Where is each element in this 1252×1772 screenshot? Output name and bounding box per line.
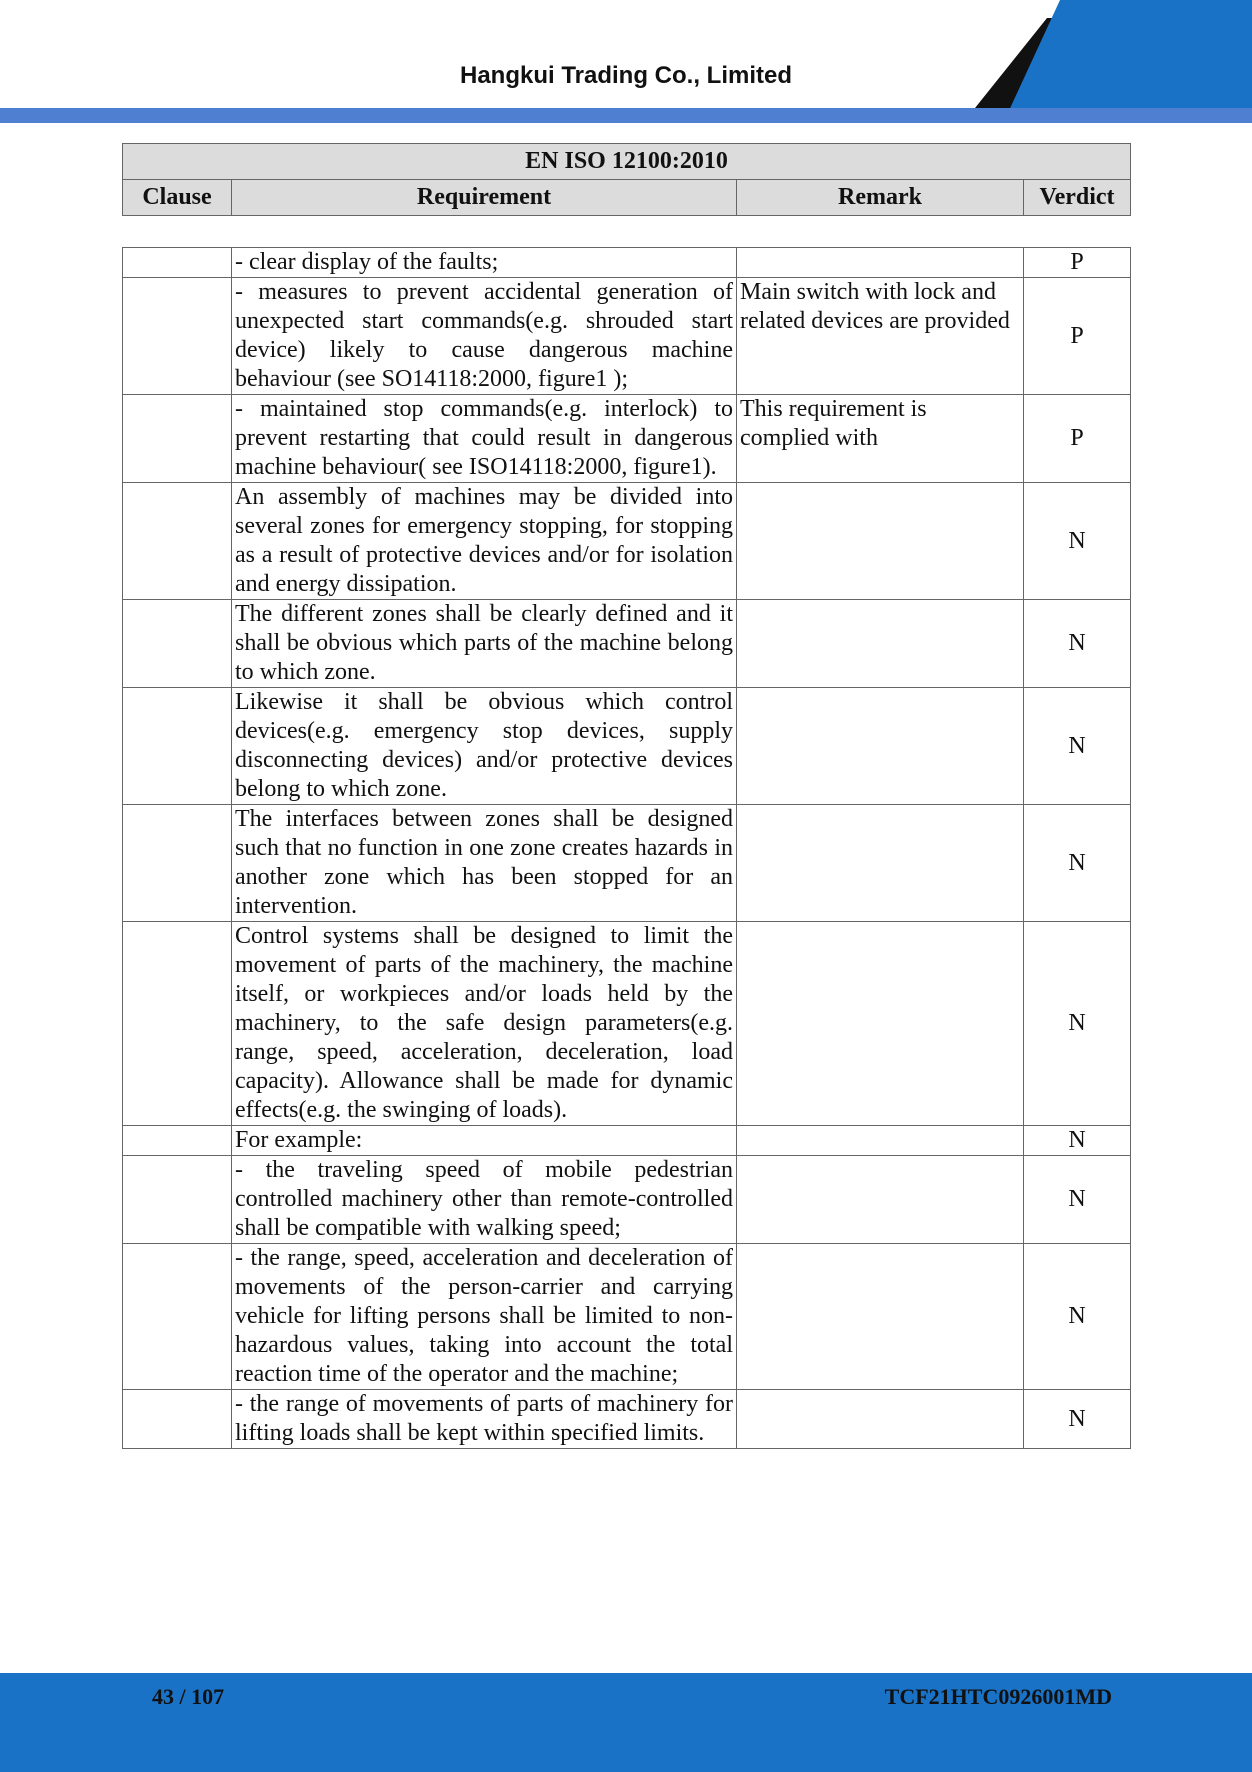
remark-cell: [737, 805, 1024, 922]
header-corner-block: [1006, 0, 1252, 117]
table-row: [123, 248, 1131, 278]
clause-cell: [123, 395, 232, 483]
clause-cell: [123, 278, 232, 395]
remark-cell: [737, 1156, 1024, 1244]
requirement-cell: - maintained stop commands(e.g. interlock) to prevent restarting that could result in dangerous machine behaviour( see ISO14118:2000, figure1).: [232, 395, 737, 483]
column-header-verdict: Verdict: [1024, 180, 1131, 216]
remark-cell: [737, 688, 1024, 805]
remark-cell: [737, 248, 1024, 278]
table-row: [123, 278, 1131, 395]
verdict-cell: N: [1024, 483, 1131, 600]
verdict-cell: P: [1024, 248, 1131, 278]
verdict-cell: N: [1024, 805, 1131, 922]
clause-cell: [123, 600, 232, 688]
verdict-cell: N: [1024, 1156, 1131, 1244]
remark-cell: [737, 922, 1024, 1126]
verdict-cell: P: [1024, 395, 1131, 483]
table-row: [123, 1390, 1131, 1449]
table-row: [123, 805, 1131, 922]
clause-cell: [123, 922, 232, 1126]
remark-cell: Main switch with lock and related devices are provided: [737, 278, 1024, 395]
clause-cell: [123, 1126, 232, 1156]
table-row: [123, 1126, 1131, 1156]
requirement-cell: An assembly of machines may be divided into several zones for emergency stopping, for stopping as a result of protective devices and/or for isolation and energy dissipation.: [232, 483, 737, 600]
remark-cell: [737, 600, 1024, 688]
standard-title: EN ISO 12100:2010: [123, 144, 1131, 180]
table-row: [123, 1156, 1131, 1244]
company-name: Hangkui Trading Co., Limited: [459, 62, 792, 89]
remark-cell: [737, 1244, 1024, 1390]
remark-cell: [737, 1390, 1024, 1449]
clause-cell: [123, 688, 232, 805]
requirement-cell: Likewise it shall be obvious which control devices(e.g. emergency stop devices, supply disconnecting devices) and/or protective devices belong to which zone.: [232, 688, 737, 805]
table-row: [123, 922, 1131, 1126]
column-header-requirement: Requirement: [232, 180, 737, 216]
table-row: [123, 483, 1131, 600]
column-header-remark: Remark: [737, 180, 1024, 216]
verdict-cell: N: [1024, 1126, 1131, 1156]
clause-cell: [123, 1244, 232, 1390]
verdict-cell: N: [1024, 688, 1131, 805]
remark-cell: This requirement is complied with: [737, 395, 1024, 483]
requirements-table: [122, 247, 1131, 1449]
clause-cell: [123, 483, 232, 600]
report-number: TCF21HTC0926001MD: [884, 1684, 1112, 1709]
clause-cell: [123, 248, 232, 278]
requirement-cell: The interfaces between zones shall be designed such that no function in one zone creates hazards in another zone which has been stopped for an intervention.: [232, 805, 737, 922]
requirement-cell: - measures to prevent accidental generation of unexpected start commands(e.g. shrouded start device) likely to cause dangerous machine behaviour (see SO14118:2000, figure1 );: [232, 278, 737, 395]
remark-cell: [737, 483, 1024, 600]
table-row: [123, 1244, 1131, 1390]
page-number: 43 / 107: [152, 1684, 225, 1709]
table-row: [123, 600, 1131, 688]
requirement-cell: Control systems shall be designed to limit the movement of parts of the machinery, the machine itself, or workpieces and/or loads held by the machinery, to the safe design parameters(e.g. range, speed, acceleration, deceleration, load capacity). Allowance shall be made for dynamic effects(e.g. the swinging of loads).: [232, 922, 737, 1126]
requirement-cell: - the range, speed, acceleration and deceleration of movements of the person-carrier and carrying vehicle for lifting persons shall be limited to non-hazardous values, taking into account the total reaction time of the operator and the machine;: [232, 1244, 737, 1390]
requirement-cell: - clear display of the faults;: [232, 248, 737, 278]
verdict-cell: N: [1024, 1244, 1131, 1390]
clause-cell: [123, 1156, 232, 1244]
remark-cell: [737, 1126, 1024, 1156]
verdict-cell: P: [1024, 278, 1131, 395]
clause-cell: [123, 805, 232, 922]
table-row: [123, 395, 1131, 483]
requirement-cell: - the traveling speed of mobile pedestrian controlled machinery other than remote-controlled shall be compatible with walking speed;: [232, 1156, 737, 1244]
column-header-clause: Clause: [123, 180, 232, 216]
requirement-cell: - the range of movements of parts of machinery for lifting loads shall be kept within specified limits.: [232, 1390, 737, 1449]
clause-cell: [123, 1390, 232, 1449]
header-bar: [0, 108, 1252, 123]
table-header: [122, 143, 1131, 216]
requirement-cell: For example:: [232, 1126, 737, 1156]
verdict-cell: N: [1024, 1390, 1131, 1449]
requirement-cell: The different zones shall be clearly defined and it shall be obvious which parts of the machine belong to which zone.: [232, 600, 737, 688]
verdict-cell: N: [1024, 600, 1131, 688]
verdict-cell: N: [1024, 922, 1131, 1126]
table-row: [123, 688, 1131, 805]
